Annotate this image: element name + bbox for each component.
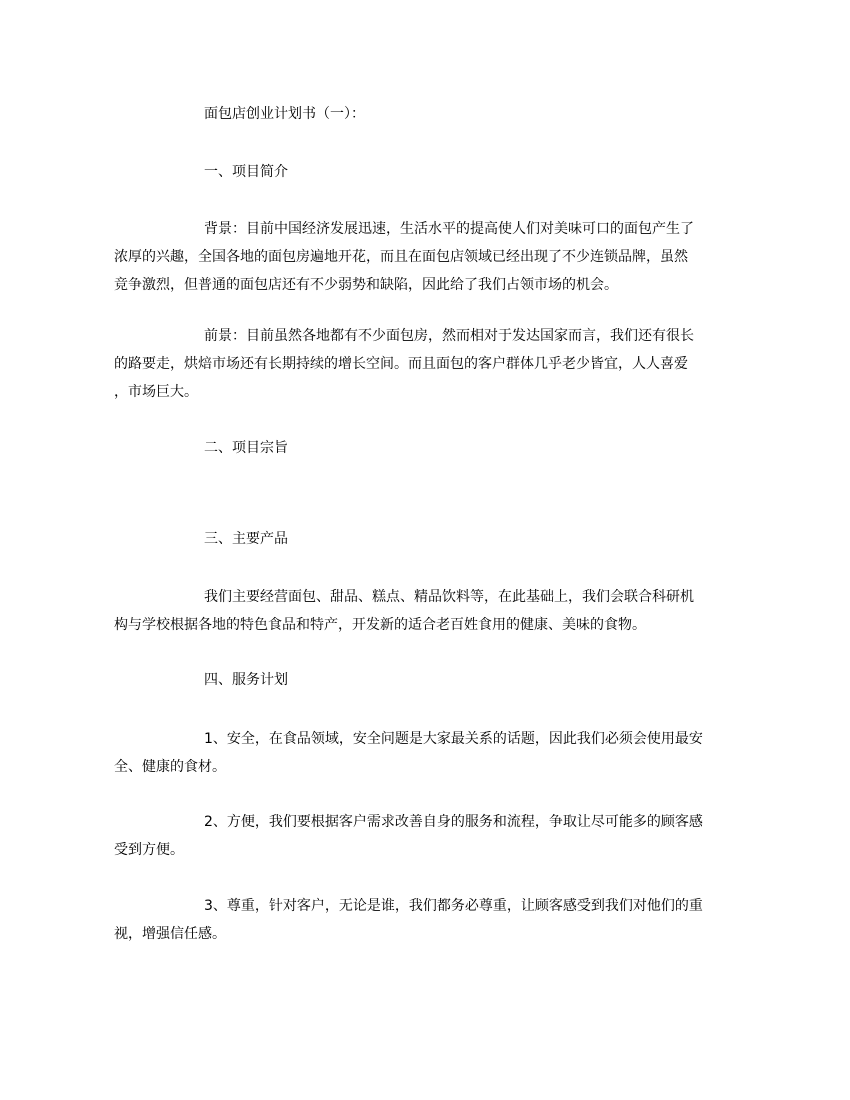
document-title <box>114 100 726 128</box>
paragraph-line: 背景：目前中国经济发展迅速，生活水平的提高使人们对美味可口的面包产生了 <box>204 221 694 237</box>
section3-heading-text: 三、主要产品 <box>204 531 288 547</box>
section1-heading <box>114 158 726 186</box>
section4-heading <box>114 666 726 694</box>
section1-background-paragraph <box>114 215 726 299</box>
paragraph-line: 3、尊重，针对客户，无论是谁，我们都务必尊重，让顾客感受到我们对他们的重 <box>204 898 703 914</box>
paragraph-line: 1、安全，在食品领域，安全问题是大家最关系的话题，因此我们必须会使用最安 <box>204 731 703 747</box>
section4-item2-paragraph <box>114 808 726 864</box>
paragraph-line: 全、健康的食材。 <box>114 759 226 775</box>
paragraph-line: 2、方便，我们要根据客户需求改善自身的服务和流程，争取让尽可能多的顾客感 <box>204 814 703 830</box>
section4-item1-paragraph <box>114 725 726 781</box>
section4-item3-paragraph <box>114 892 726 948</box>
section4-heading-text: 四、服务计划 <box>204 672 288 688</box>
paragraph-line: ，市场巨大。 <box>114 384 198 400</box>
document-title-text: 面包店创业计划书（一）： <box>204 106 365 122</box>
paragraph-line: 构与学校根据各地的特色食品和特产，开发新的适合老百姓食用的健康、美味的食物。 <box>114 617 646 633</box>
paragraph-line: 的路要走，烘焙市场还有长期持续的增长空间。而且面包的客户群体几乎老少皆宜，人人喜爱 <box>114 356 688 372</box>
section2-heading <box>114 434 726 462</box>
paragraph-line: 我们主要经营面包、甜品、糕点、精品饮料等，在此基础上，我们会联合科研机 <box>204 589 694 605</box>
section1-prospect-paragraph <box>114 322 726 406</box>
paragraph-line: 视，增强信任感。 <box>114 926 226 942</box>
section1-heading-text: 一、项目简介 <box>204 164 288 180</box>
paragraph-line: 浓厚的兴趣，全国各地的面包房遍地开花，而且在面包店领域已经出现了不少连锁品牌，虽然 <box>114 249 688 265</box>
paragraph-line: 受到方便。 <box>114 842 184 858</box>
paragraph-line: 前景：目前虽然各地都有不少面包房，然而相对于发达国家而言，我们还有很长 <box>204 328 694 344</box>
section3-body-paragraph <box>114 583 726 639</box>
paragraph-line: 竞争激烈，但普通的面包店还有不少弱势和缺陷，因此给了我们占领市场的机会。 <box>114 277 618 293</box>
section3-heading <box>114 525 726 553</box>
section2-heading-text: 二、项目宗旨 <box>204 440 288 456</box>
